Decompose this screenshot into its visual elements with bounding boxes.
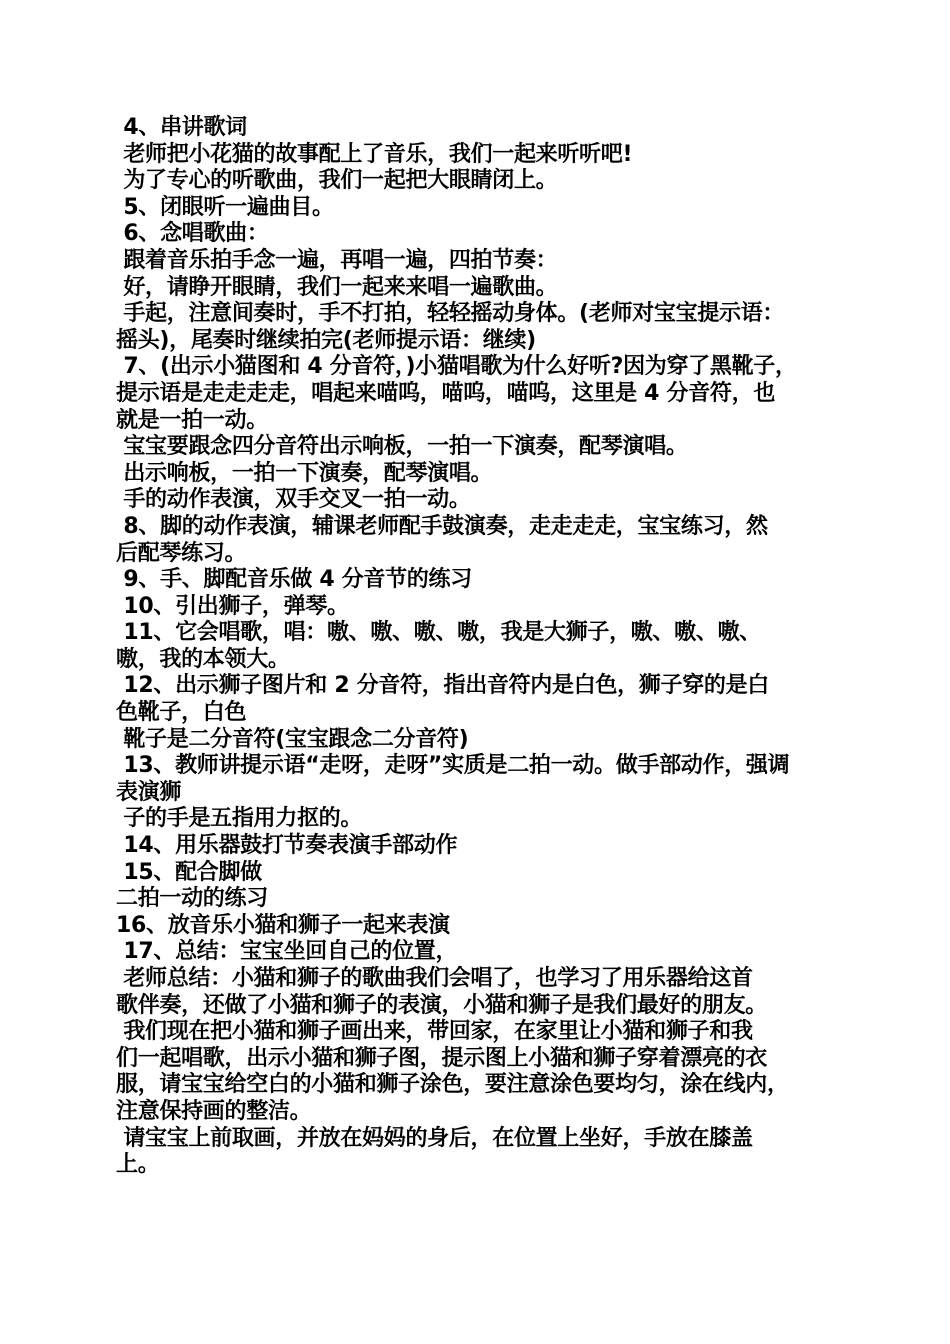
text-line: 服，请宝宝给空白的小猫和狮子涂色，要注意涂色要均匀，涂在线内， [116,1072,789,1098]
text-line: 就是一拍一动。 [116,407,268,433]
text-line: 老师把小花猫的故事配上了音乐，我们一起来听听吧! [116,141,633,167]
text-line: 10、引出狮子，弹琴。 [116,593,349,619]
text-line: 宝宝要跟念四分音符出示响板，一拍一下演奏，配琴演唱。 [116,434,688,460]
text-line: 摇头)，尾奏时继续拍完(老师提示语：继续) [116,327,536,353]
text-line: 色靴子，白色 [116,700,247,726]
text-line: 后配琴练习。 [116,540,247,566]
text-line: 上。 [116,1152,160,1178]
text-line: 我们现在把小猫和狮子画出来，带回家，在家里让小猫和狮子和我 [116,1019,753,1045]
text-line: 5、闭眼听一遍曲目。 [116,194,334,220]
text-line: 为了专心的听歌曲，我们一起把大眼睛闭上。 [116,168,558,194]
text-line: 子的手是五指用力抠的。 [116,806,363,832]
text-line: 提示语是走走走走，唱起来喵呜，喵呜，喵呜，这里是 4 分音符，也 [116,380,776,406]
text-line: 15、配合脚做 [116,859,262,885]
text-line: 出示响板，一拍一下演奏，配琴演唱。 [116,460,493,486]
text-line: 13、教师讲提示语“走呀，走呀”实质是二拍一动。做手部动作，强调 [116,753,790,779]
text-line: 7、(出示小猫图和 4 分音符，)小猫唱歌为什么好听?因为穿了黑靴子， [116,354,797,380]
text-line: 注意保持画的整洁。 [116,1098,312,1124]
text-line: 17、总结：宝宝坐回自己的位置， [116,939,458,965]
text-line: 手起，注意间奏时，手不打拍，轻轻摇动身体。(老师对宝宝提示语： [116,301,785,327]
text-line: 6、念唱歌曲： [116,221,269,247]
text-line: 好，请睁开眼睛，我们一起来来唱一遍歌曲。 [116,274,558,300]
text-line: 请宝宝上前取画，并放在妈妈的身后，在位置上坐好，手放在膝盖 [116,1125,753,1151]
text-line: 歌伴奏，还做了小猫和狮子的表演，小猫和狮子是我们最好的朋友。 [116,992,768,1018]
text-line: 嗷，我的本领大。 [116,646,290,672]
text-line: 表演狮 [116,779,182,805]
text-line: 16、放音乐小猫和狮子一起来表演 [116,912,450,938]
text-line: 14、用乐器鼓打节奏表演手部动作 [116,833,458,859]
text-line: 跟着音乐拍手念一遍，再唱一遍，四拍节奏： [116,247,558,273]
text-line: 二拍一动的练习 [116,886,268,912]
text-line: 11、它会唱歌，唱：嗷、嗷、嗷、嗷，我是大狮子，嗷、嗷、嗷、 [116,620,761,646]
text-line: 4、串讲歌词 [116,115,247,140]
text-line: 12、出示狮子图片和 2 分音符，指出音符内是白色，狮子穿的是白 [116,673,770,699]
text-line: 手的动作表演，双手交叉一拍一动。 [116,487,471,513]
text-line: 靴子是二分音符(宝宝跟念二分音符) [116,726,469,752]
text-line: 们一起唱歌，出示小猫和狮子图，提示图上小猫和狮子穿着漂亮的衣 [116,1045,768,1071]
document-body [116,115,846,1179]
text-line: 老师总结：小猫和狮子的歌曲我们会唱了，也学习了用乐器给这首 [116,966,753,991]
text-line: 9、手、脚配音乐做 4 分音节的练习 [116,567,472,593]
text-line: 8、脚的动作表演，辅课老师配手鼓演奏，走走走走，宝宝练习，然 [116,513,768,539]
